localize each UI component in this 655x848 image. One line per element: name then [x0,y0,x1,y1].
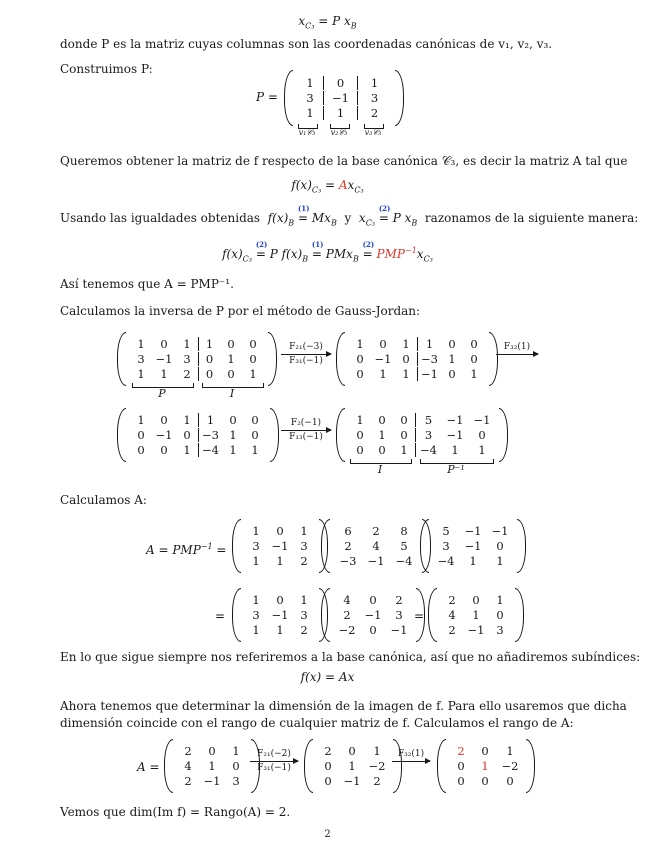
matrix-entry: −1 [446,413,464,427]
matrix-entry: 5 [400,539,408,553]
matrix-entry: −1 [343,774,361,788]
matrix-entry: 2 [300,623,308,637]
matrix-entry: 0 [356,428,364,442]
matrix-entry: −1 [203,774,221,788]
tag-2: (2) [378,204,391,213]
matrix-entry: 1 [208,759,216,773]
matrix-entry: 0 [356,443,364,457]
matrix-entry: 3 [232,774,240,788]
matrix-entry: 0 [400,428,408,442]
matrix-rank-C [437,739,535,793]
arrow-op-1: F₂₁(−3) F₃₁(−1) [281,342,331,367]
arrow-op-3: F₂(−1) F₁₃(−1) [281,418,331,443]
matrix-entry: 2 [373,774,381,788]
matrix-entry: 6 [344,524,352,538]
matrix-entry: 1 [249,367,257,381]
matrix-entry: 0 [323,76,357,90]
matrix-entry: 0 [324,759,332,773]
matrix-entry: 1 [251,443,259,457]
A-equals-PMPinv: $A = PMP^{-1}$ = [146,542,227,557]
matrix-entry: 0 [276,593,284,607]
matrix-entry: 1 [451,443,459,457]
matrix-entry: 1 [400,443,408,457]
matrix-entry: 2 [372,524,380,538]
matrix-entry: 0 [251,413,259,427]
equation-fx-Ax: f(x) = Ax [300,670,355,684]
matrix-entry: 3 [183,352,191,366]
matrix-entry: −1 [364,608,382,622]
matrix-rank-B [304,739,402,793]
matrix-entry: 2 [448,593,456,607]
matrix-entry: 2 [344,539,352,553]
matrix-entry: 1 [378,428,386,442]
matrix-entry: 0 [183,428,191,442]
matrix-entry: 4 [343,593,351,607]
matrix-entry: 1 [496,554,504,568]
matrix-entry: 0 [379,337,387,351]
label-Pinv: P⁻¹ [447,463,465,476]
matrix-entry: −4 [198,443,222,457]
matrix-entry: 0 [137,428,145,442]
matrix-entry: −1 [390,623,408,637]
matrix-entry: 1 [160,367,168,381]
matrix-entry: 1 [306,106,314,120]
matrix-entry: 0 [232,759,240,773]
matrix-entry: −1 [271,539,289,553]
matrix-entry: 0 [457,759,465,773]
matrix-entry: 0 [496,608,504,622]
matrix-entry: 0 [457,774,465,788]
matrix-entry: 1 [183,337,191,351]
matrix-entry: 1 [348,759,356,773]
matrix-entry: 1 [227,352,235,366]
matrix-entry: 3 [300,608,308,622]
equation-chain: $f(x)_{C_3}$ (2) = P $f(x)_B$ (1) = PMx$_B$ (2) = $PMP^{-1}x_{C_3}$ [222,240,433,264]
matrix-entry: 0 [472,593,480,607]
matrix-entry: 1 [478,443,486,457]
matrix-entry: 1 [183,413,191,427]
matrix-entry: −1 [417,367,441,381]
matrix-entry: −1 [464,539,482,553]
matrix-entry: 0 [369,623,377,637]
matrix-entry: −1 [323,91,357,105]
matrix-entry: 2 [324,744,332,758]
P-equals-label: P = [256,90,278,104]
matrix-gj1 [117,332,277,386]
page-number: 2 [324,829,331,840]
matrix-entry: 1 [137,413,145,427]
matrix-entry: 3 [252,608,260,622]
arrow-op-4: F₂₁(−2) F₃₁(−1) [250,749,298,774]
matrix-entry: 0 [160,413,168,427]
label-I-2: I [377,463,383,476]
matrix-entry: 0 [348,744,356,758]
matrix-entry: 1 [137,367,145,381]
matrix-entry: −2 [501,759,519,773]
matrix-entry: 5 [442,524,450,538]
matrix-entry: 1 [198,337,220,351]
equation-xc3: $x_{C_3} = P$ $x_B$ [298,14,357,31]
matrix-entry: 1 [470,367,478,381]
label-P: P [158,387,166,400]
matrix-entry: 2 [395,593,403,607]
matrix-entry: −1 [155,352,173,366]
matrix-entry: 0 [198,352,220,366]
matrix-entry: 2 [448,623,456,637]
matrix-entry: −3 [198,428,222,442]
matrix-entry: 1 [229,443,237,457]
matrix-gj3 [117,408,279,462]
matrix-entry: 2 [343,608,351,622]
matrix-entry: 1 [356,413,364,427]
matrix-entry: −1 [155,428,173,442]
matrix-calc-P [232,519,328,573]
matrix-entry: −3 [417,352,441,366]
matrix-entry: 0 [356,352,364,366]
arrow-op-5: F₃₂(1) [392,749,430,774]
matrix-entry: 3 [496,623,504,637]
matrix-entry: 0 [496,539,504,553]
matrix-entry: 0 [400,413,408,427]
matrix-entry: −1 [491,524,509,538]
matrix-entry: −1 [467,623,485,637]
matrix-entry: 0 [481,774,489,788]
matrix-entry: 3 [252,539,260,553]
matrix-entry: 0 [378,443,386,457]
label-v2: v₂𝒞₃ [330,128,348,137]
matrix-gj4 [336,408,508,462]
matrix-entry: 4 [184,759,192,773]
label-v1: v₁𝒞₃ [298,128,316,137]
matrix-entry: 1 [276,554,284,568]
matrix-entry: 3 [137,352,145,366]
paragraph-asi: Así tenemos que A = PMP⁻¹. [60,277,234,291]
arrow-op-2: F₃₂(1) [496,342,538,367]
matrix-entry: 1 [506,744,514,758]
matrix-entry: 1 [276,623,284,637]
matrix-entry: 0 [481,744,489,758]
matrix-entry: 0 [478,428,486,442]
matrix-gj2 [336,332,498,386]
matrix-entry: 1 [356,337,364,351]
matrix-entry: 0 [160,337,168,351]
matrix-entry: 1 [300,593,308,607]
equation-fx-A: $f(x)_{C_3} = Ax_{C_3}$ [291,178,364,195]
A-equals-rank: A = [137,760,160,774]
matrix-entry: 0 [402,352,410,366]
matrix-entry: 0 [160,443,168,457]
matrix-entry: 1 [306,76,314,90]
matrix-entry: 1 [496,593,504,607]
label-I: I [229,387,235,400]
matrix-entry: −1 [367,554,385,568]
matrix-calc2-X [321,588,425,642]
paragraph-vemos: Vemos que dim(Im f) = Rango(A) = 2. [60,805,291,819]
matrix-entry: 1 [379,367,387,381]
matrix-entry: 2 [183,367,191,381]
matrix-entry: 1 [300,524,308,538]
matrix-entry: 2 [184,744,192,758]
matrix-entry: −4 [395,554,413,568]
matrix-entry: 0 [276,524,284,538]
matrix-entry: 1 [402,367,410,381]
matrix-entry: 4 [448,608,456,622]
matrix-entry: 1 [448,352,456,366]
matrix-entry: −2 [338,623,356,637]
matrix-entry: 5 [415,413,441,427]
matrix-entry: 1 [198,413,222,427]
matrix-entry: 3 [306,91,314,105]
matrix-entry: 0 [448,337,456,351]
matrix-entry: 3 [415,428,441,442]
matrix-entry: 0 [208,744,216,758]
equals-sign-2: = [414,609,425,623]
matrix-entry: 0 [249,337,257,351]
matrix-entry: 8 [400,524,408,538]
matrix-calc-Pinv [420,519,526,573]
paragraph-en-lo-que-sigue: En lo que sigue siempre nos referiremos a la base canónica, así que no añadiremos subíndices: [60,650,641,664]
matrix-rank-A [164,739,260,793]
matrix-entry: −3 [339,554,357,568]
matrix-entry: 3 [300,539,308,553]
matrix-entry: 0 [369,593,377,607]
matrix-entry: 1 [229,428,237,442]
paragraph-calculamos-A: Calculamos A: [60,493,147,507]
matrix-entry: 0 [378,413,386,427]
matrix-entry: 1 [232,744,240,758]
matrix-entry: 4 [372,539,380,553]
matrix-entry: 0 [324,774,332,788]
matrix-entry: 0 [470,352,478,366]
paragraph-queremos: Queremos obtener la matriz de f respecto de la base canónica 𝒞₃, es decir la matriz A tal que [60,154,628,168]
matrix-entry: −1 [473,413,491,427]
matrix-entry: 0 [227,337,235,351]
matrix-entry: 0 [470,337,478,351]
tag-1: (1) [298,204,310,213]
matrix-entry: −4 [415,443,441,457]
matrix-entry: 3 [395,608,403,622]
matrix-entry: 2 [300,554,308,568]
matrix-entry: 1 [252,593,260,607]
matrix-entry: 0 [249,352,257,366]
matrix-entry: 2 [357,106,391,120]
matrix-entry: 0 [229,413,237,427]
matrix-entry: 0 [448,367,456,381]
matrix-entry: 3 [442,539,450,553]
matrix-entry: 0 [137,443,145,457]
label-v3: v₃𝒞₃ [364,128,382,137]
matrix-entry: 0 [506,774,514,788]
matrix-entry: 1 [402,337,410,351]
matrix-entry: 1 [252,623,260,637]
matrix-entry: −1 [464,524,482,538]
paragraph-usando: Usando las igualdades obtenidas $f(x)_B$ (1) = $Mx_B$ y $x_{C_3}$ (2) = P $x_B$ razonamos de la siguiente manera: [60,204,639,228]
matrix-entry: 1 [481,759,489,773]
paragraph-ahora-2: dimensión coincide con el rango de cualquier matriz de f. Calculamos el rango de A: [60,716,574,730]
matrix-entry: 0 [251,428,259,442]
matrix-entry: −1 [446,428,464,442]
matrix-entry: 0 [227,367,235,381]
matrix-A-result [428,588,524,642]
paragraph-construimos: Construimos P: [60,62,153,76]
matrix-entry: 0 [198,367,220,381]
paragraph-calculamos-inversa: Calculamos la inversa de P por el método de Gauss-Jordan: [60,304,421,318]
matrix-entry: 1 [469,554,477,568]
matrix-P [284,70,404,126]
matrix-entry: −1 [374,352,392,366]
matrix-entry: 1 [373,744,381,758]
matrix-entry: 1 [357,76,391,90]
paragraph-ahora-1: Ahora tenemos que determinar la dimensión de la imagen de f. Para ello usaremos que dicha [60,699,627,713]
matrix-entry: 1 [472,608,480,622]
matrix-entry: 1 [252,554,260,568]
equals-sign-1: = [215,609,226,623]
matrix-entry: −2 [368,759,386,773]
paragraph-donde: donde P es la matriz cuyas columnas son las coordenadas canónicas de v₁, v₂, v₃. [60,37,553,51]
matrix-entry: 1 [323,106,357,120]
matrix-entry: 2 [184,774,192,788]
matrix-entry: 1 [252,524,260,538]
matrix-entry: −4 [437,554,455,568]
matrix-calc2-P [232,588,328,642]
matrix-entry: −1 [271,608,289,622]
matrix-entry: 2 [457,744,465,758]
matrix-entry: 1 [417,337,441,351]
matrix-entry: 3 [357,91,391,105]
matrix-entry: 1 [183,443,191,457]
matrix-entry: 0 [356,367,364,381]
matrix-calc-M [321,519,431,573]
matrix-entry: 1 [137,337,145,351]
